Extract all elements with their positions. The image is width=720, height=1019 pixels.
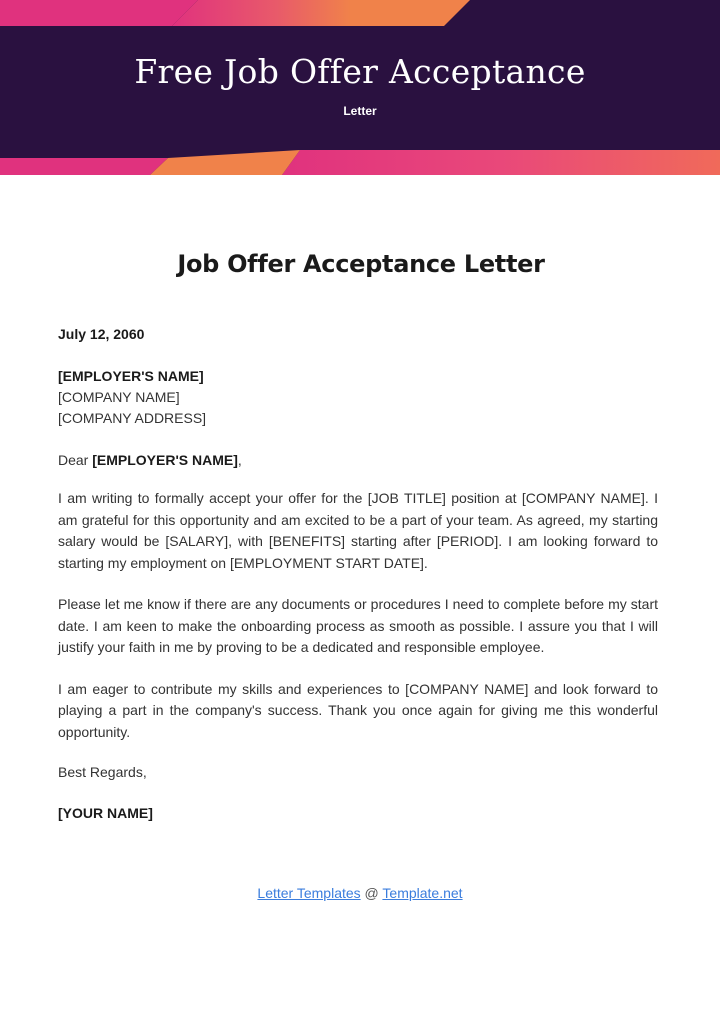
banner-stripe-top-right bbox=[172, 0, 470, 26]
body-paragraph-3: I am eager to contribute my skills and experiences to [COMPANY NAME] and look forward to playing a part in the company's success. Thank you once again for giving me this wonderful opportunity. bbox=[58, 680, 658, 740]
greeting-name: [EMPLOYER'S NAME] bbox=[92, 452, 238, 468]
banner-stripe-bottom-right bbox=[282, 150, 720, 175]
footer-separator: @ bbox=[360, 885, 383, 901]
greeting bbox=[58, 452, 658, 468]
recipient-name: [EMPLOYER'S NAME] bbox=[58, 368, 204, 384]
body-paragraph-1: I am writing to formally accept your offer for the [JOB TITLE] position at [COMPANY NAME]. I am grateful for this opportunity and am excited to be a part of your team. As agreed, my starting salary would be [SALARY], with [BENEFITS] starting after [PERIOD]. I am looking forward to starting my employment on [EMPLOYMENT START DATE]. bbox=[58, 490, 658, 571]
recipient-company-address: [COMPANY ADDRESS] bbox=[58, 410, 207, 426]
letter-date: July 12, 2060 bbox=[58, 326, 145, 342]
letter-body bbox=[58, 250, 658, 821]
recipient-company: [COMPANY NAME] bbox=[58, 389, 180, 405]
document-title: Job Offer Acceptance Letter bbox=[177, 250, 545, 278]
banner-stripe-bottom-mid bbox=[150, 150, 300, 175]
footer bbox=[0, 885, 720, 901]
signature: [YOUR NAME] bbox=[58, 805, 153, 821]
header-banner bbox=[0, 0, 720, 175]
letter-templates-link[interactable]: Letter Templates bbox=[257, 885, 361, 901]
greeting-prefix: Dear bbox=[58, 452, 93, 468]
banner-title: Free Job Offer Acceptance bbox=[134, 52, 586, 91]
template-net-link[interactable]: Template.net bbox=[382, 885, 463, 901]
banner-stripe-bottom-left bbox=[0, 158, 168, 175]
banner-subtitle: Letter bbox=[343, 104, 377, 118]
recipient-address bbox=[58, 366, 658, 429]
banner-stripe-top-left bbox=[0, 0, 198, 26]
body-paragraph-2: Please let me know if there are any documents or procedures I need to complete before my start date. I am keen to make the onboarding process as smooth as possible. I assure you that I will justify your faith in me by proving to be a dedicated and responsible employee. bbox=[58, 596, 658, 655]
closing: Best Regards, bbox=[58, 764, 147, 780]
greeting-suffix: , bbox=[237, 452, 242, 468]
